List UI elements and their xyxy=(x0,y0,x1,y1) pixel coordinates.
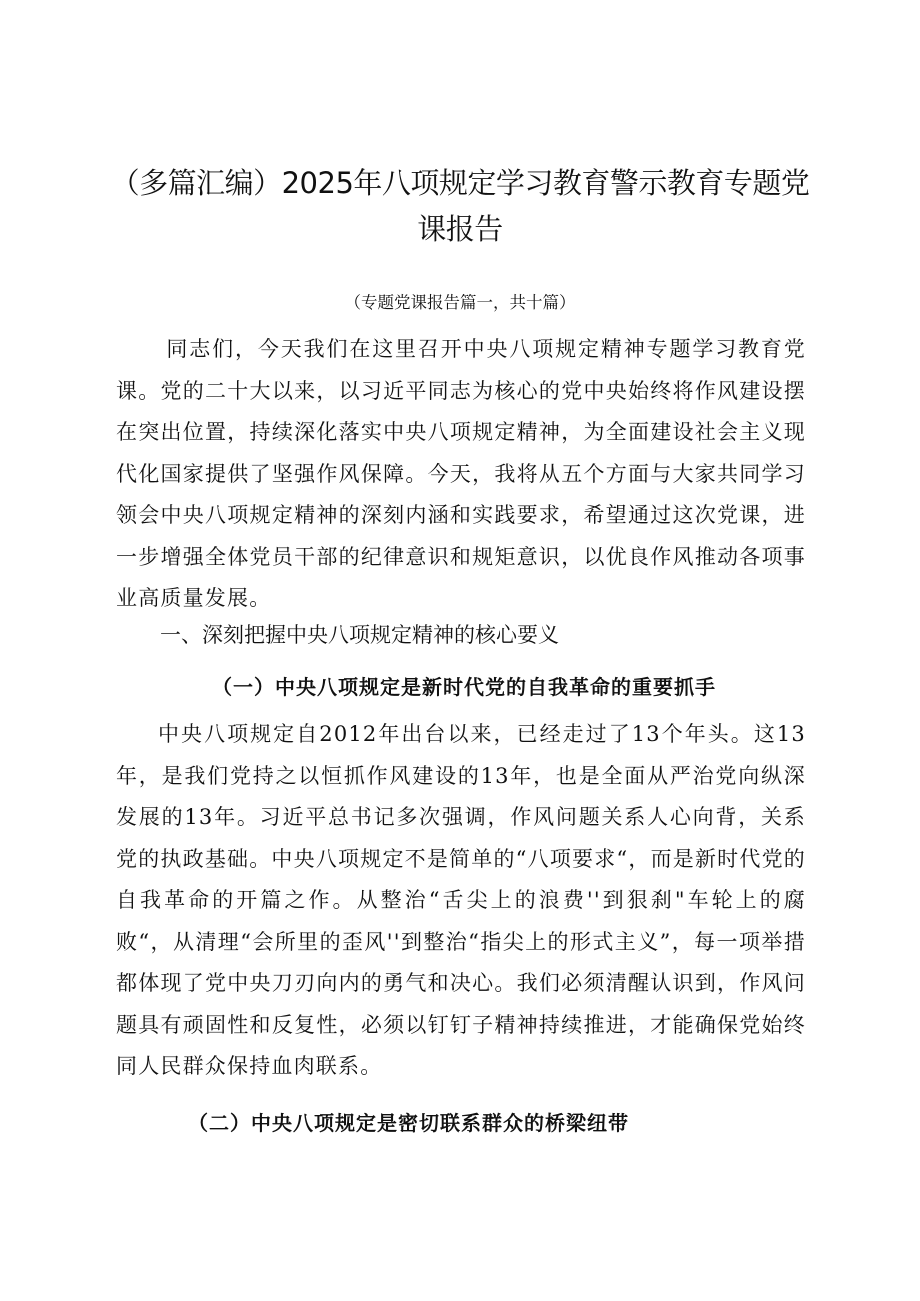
subsection-1-paragraph: 中央八项规定自2012年出台以来，已经走过了13个年头。这13年，是我们党持之以恒抓作风建设的13年，也是全面从严治党向纵深发展的13年。习近平总书记多次强调，作风问题关系人心向背，关系党的执政基础。中央八项规定不是简单的“八项要求“，而是新时代党的自我革命的开篇之作。从整治“舌尖上的浪费''到狠刹"车轮上的腐败“，从清理“会所里的歪风''到整治“指尖上的形式主义”，每一项举措都体现了党中央刀刃向内的勇气和决心。我们必须清醒认识到，作风问题具有顽固性和反复性，必须以钉钉子精神持续推进，才能确保党始终同人民群众保持血肉联系。 xyxy=(116,722,806,1078)
section-1-heading: 一、深刻把握中央八项规定精神的核心要义 xyxy=(160,623,559,647)
document-subtitle: （专题党课报告篇一，共十篇） xyxy=(344,293,576,312)
document-title: （多篇汇编）2025年八项规定学习教育警示教育专题党课报告 xyxy=(110,166,810,246)
intro-paragraph: 同志们，今天我们在这里召开中央八项规定精神专题学习教育党课。党的二十大以来，以习近平同志为核心的党中央始终将作风建设摆在突出位置，持续深化落实中央八项规定精神，为全面建设社会主义现代化国家提供了坚强作风保障。今天，我将从五个方面与大家共同学习领会中央八项规定精神的深刻内涵和实践要求，希望通过这次党课，进一步增强全体党员干部的纪律意识和规矩意识，以优良作风推动各项事业高质量发展。 xyxy=(116,337,806,610)
subsection-1-heading: （一）中央八项规定是新时代党的自我革命的重要抓手 xyxy=(212,675,716,699)
subsection-2-heading: （二）中央八项规定是密切联系群众的桥梁纽带 xyxy=(188,1111,629,1135)
